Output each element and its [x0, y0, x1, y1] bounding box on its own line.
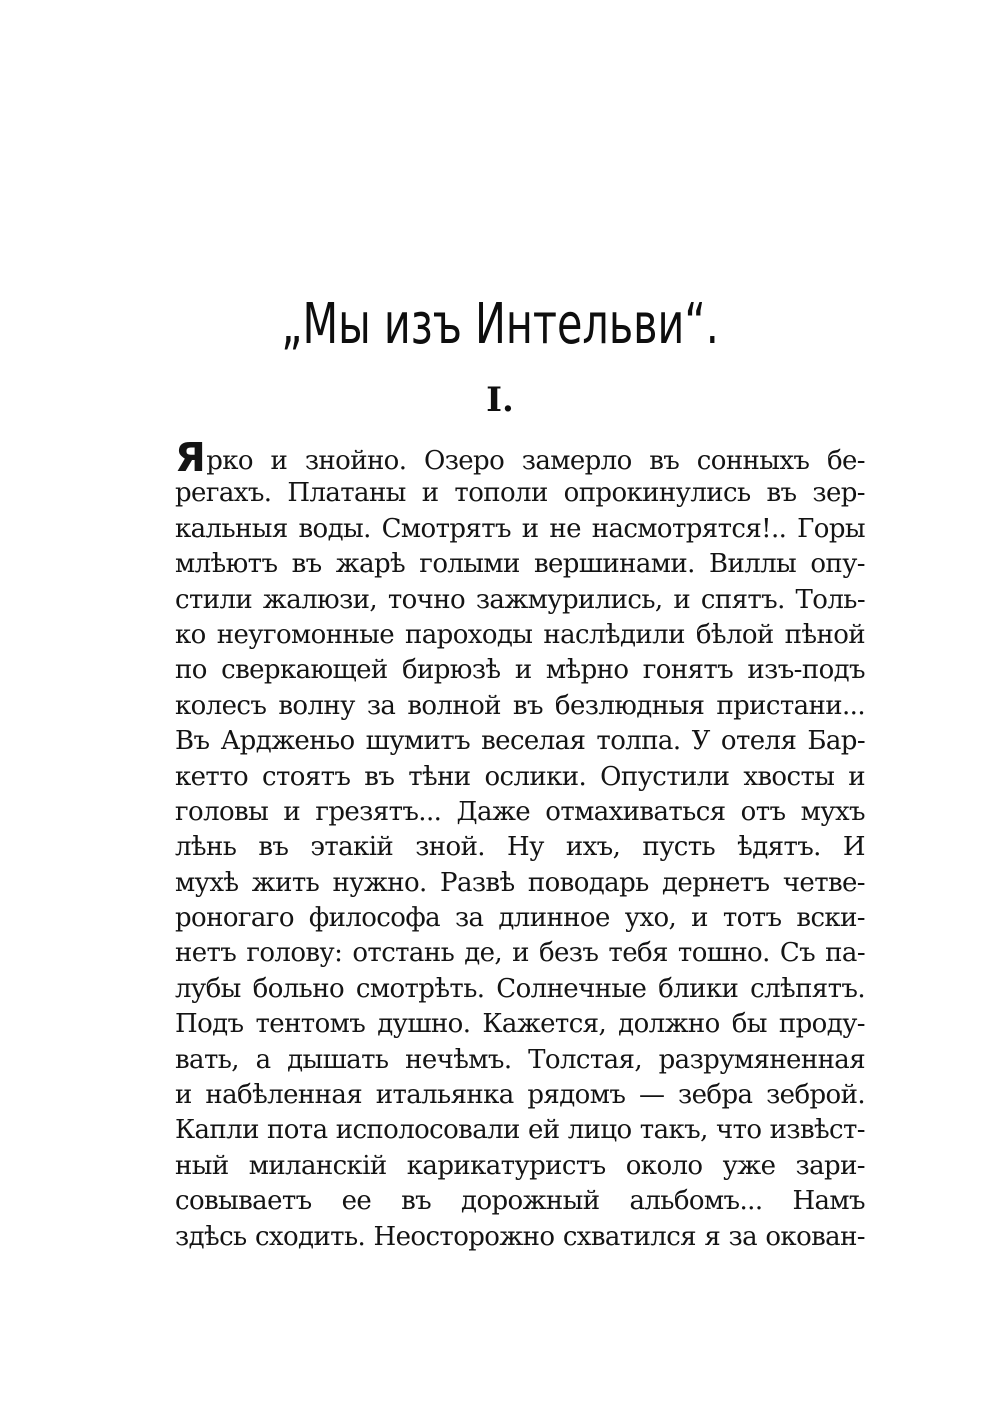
text-line — [175, 547, 865, 582]
text-line-content: стили жалюзи, точно зажмурились, и спятъ. Толь- — [175, 584, 865, 615]
text-line-content: кальныя воды. Смотрятъ и не насмотрятся!.. Горы — [175, 513, 865, 544]
text-line-content: мухѣ жить нужно. Развѣ поводарь дернетъ четве- — [175, 867, 865, 898]
text-line — [175, 653, 865, 688]
text-line-content: регахъ. Платаны и тополи опрокинулись въ зер- — [175, 478, 865, 509]
text-line-content: кетто стоятъ въ тѣни ослики. Опустили хвосты и — [175, 761, 865, 792]
text-line-content: совываетъ ее въ дорожный альбомъ... Намъ — [175, 1186, 865, 1217]
text-line-content: рко и знойно. Озеро замерло въ сонныхъ бе- — [206, 446, 865, 476]
text-line-content: Подъ тентомъ душно. Кажется, должно бы проду- — [175, 1009, 865, 1040]
text-line-content: млѣютъ въ жарѣ голыми вершинами. Виллы опу- — [175, 549, 865, 580]
text-line — [175, 1078, 865, 1113]
page-title: „Мы изъ Интельви“. — [281, 292, 719, 357]
text-line — [175, 795, 865, 830]
text-line — [175, 724, 865, 759]
text-line — [175, 476, 865, 511]
text-line-content: и набѣленная итальянка рядомъ — зебра зеброй. — [175, 1080, 865, 1111]
text-line — [175, 1220, 865, 1255]
text-line-content: вать, а дышать нечѣмъ. Толстая, разрумяненная — [175, 1044, 865, 1075]
text-line-content: Капли пота исполосовали ей лицо такъ, что извѣст- — [175, 1115, 865, 1146]
text-line — [175, 760, 865, 795]
text-line-content: по сверкающей бирюзѣ и мѣрно гонятъ изъ-подъ — [175, 655, 865, 686]
text-line — [175, 1113, 865, 1148]
text-line-content: здѣсь сходить. Неосторожно схватился я за окован- — [175, 1221, 865, 1252]
text-line — [175, 1043, 865, 1078]
text-line — [175, 1149, 865, 1184]
text-line — [175, 1007, 865, 1042]
text-line — [175, 441, 865, 476]
text-line — [175, 618, 865, 653]
text-line — [175, 689, 865, 724]
drop-cap: Я — [175, 441, 206, 477]
text-line-content: Въ Ардженьо шумитъ веселая толпа. У отеля Бар- — [175, 726, 865, 757]
text-line-content: лѣнь въ этакій зной. Ну ихъ, пусть ѣдятъ. И — [175, 832, 865, 863]
text-line-content: роногаго философа за длинное ухо, и тотъ вски- — [175, 903, 865, 934]
text-line — [175, 936, 865, 971]
text-line-content: лубы больно смотрѣть. Солнечные блики слѣпятъ. — [175, 973, 865, 1004]
body-text — [175, 441, 865, 1255]
text-line — [175, 830, 865, 865]
chapter-number: I. — [486, 380, 514, 420]
text-line — [175, 1184, 865, 1219]
text-line — [175, 972, 865, 1007]
text-line — [175, 512, 865, 547]
text-line-content: головы и грезятъ... Даже отмахиваться отъ мухъ — [175, 796, 865, 827]
text-line-content: колесъ волну за волной въ безлюдныя пристани... — [175, 690, 865, 721]
text-line — [175, 866, 865, 901]
text-line — [175, 901, 865, 936]
text-line-content: ко неугомонные пароходы наслѣдили бѣлой пѣной — [175, 619, 865, 650]
text-line-content: нетъ голову: отстань де, и безъ тебя тошно. Съ па- — [175, 938, 865, 969]
text-line — [175, 583, 865, 618]
text-line-content: ный миланскій карикатуристъ около уже зари- — [175, 1150, 865, 1181]
